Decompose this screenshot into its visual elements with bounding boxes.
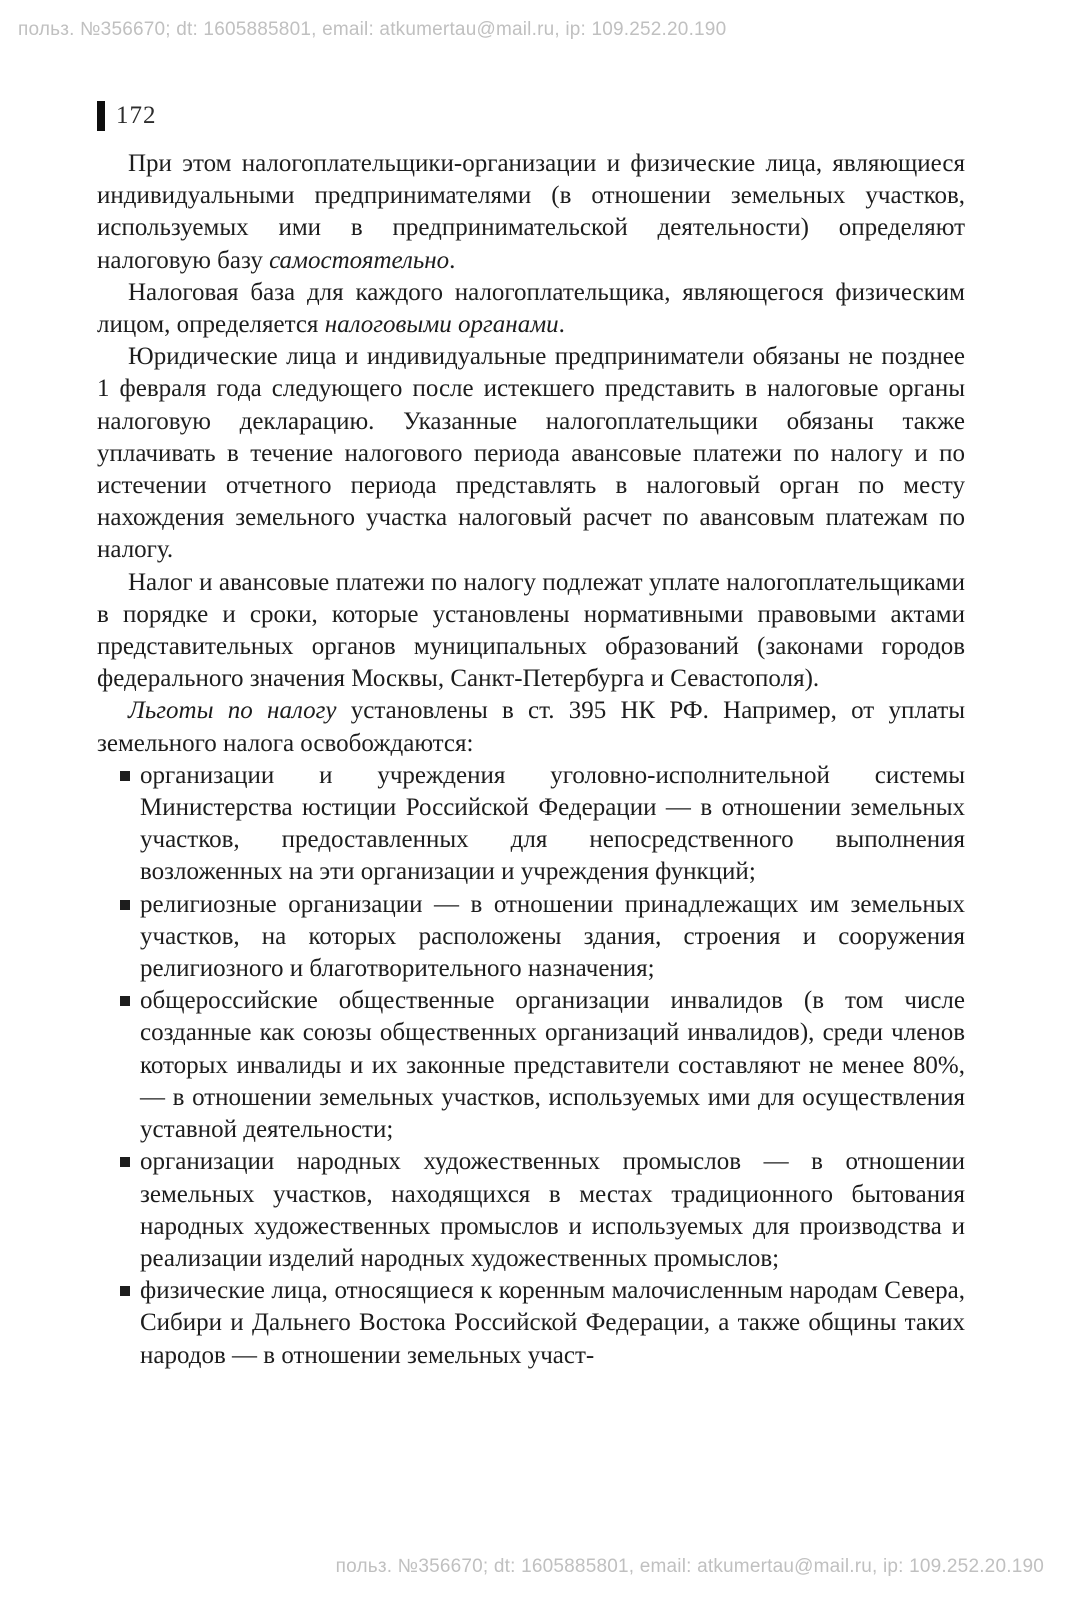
paragraph-tax-base-individuals [97,277,965,341]
list-item [120,1275,965,1372]
paragraph-text: Налог и авансовые платежи по налогу подлежат уплате налогоплательщиками в порядке и сроки, которые установлены нормативными правовыми актами представительных органов муниципальных образований (законами городов федерального значения Москвы, Санкт-Петербурга и Севастополя). [97,568,965,693]
paragraph-text-italic: самостоятельно [269,246,450,274]
paragraph-text: установлены в ст. 395 НК РФ. Например, от уплаты земельного налога освобождаются: [97,697,965,757]
paragraph-text: При этом налогоплательщики-организации и физические лица, являющиеся индивидуальными предпринимателями (в отношении земельных участков, используемых ими в предпринимательской деятельности) определяют налоговую базу [97,150,965,274]
list-item-text: общероссийские общественные организации инвалидов (в том числе созданные как союзы общественных организаций инвалидов), среди членов которых инвалиды и их законные представители составляют не менее 80%,— в отношении земельных участков, используемых ими для осуществления уставной деятельности; [140,987,965,1144]
list-item [120,985,965,1146]
paragraph-text-italic: Льготы по налогу [128,697,337,725]
square-bullet-icon [120,996,130,1006]
watermark-header: польз. №356670; dt: 1605885801, email: atkumertau@mail.ru, ip: 109.252.20.190 [18,19,727,40]
paragraph-text-italic: налоговыми органами [324,311,559,339]
square-bullet-icon [120,1157,130,1167]
page-number-block [97,101,157,131]
paragraph-text: Налоговая база для каждого налогоплательщика, являющегося физическим лицом, определяется [97,278,965,339]
paragraph-text: . [449,246,456,274]
square-bullet-icon [120,771,130,781]
list-item [120,889,965,986]
list-item-text: организации и учреждения уголовно-исполнительной системы Министерства юстиции Российской Федерации — в отношении земельных участков, предоставленных для непосредственного выполнения возложенных на эти организации и учреждения функций; [140,761,965,886]
paragraph-tax-base-self [97,148,965,277]
list-item-text: религиозные организации — в отношении принадлежащих им земельных участков, на которых расположены здания, строения и сооружения религиозного и благотворительного назначения; [140,890,965,983]
paragraph-payment-order [97,567,965,696]
list-item [120,760,965,889]
paragraph-tax-benefits-intro [97,695,965,759]
paragraph-text: . [558,311,565,339]
page-number: 172 [116,102,157,129]
tax-exemption-list [97,760,965,1372]
page-number-marker-bar [97,101,105,131]
paragraph-declaration-deadline [97,341,965,566]
list-item-text: физические лица, относящиеся к коренным малочисленным народам Севера, Сибири и Дальнего Востока Российской Федерации, а также общины таких народов — в отношении земельных участ- [140,1277,965,1369]
list-item [120,1146,965,1275]
list-item-text: организации народных художественных промыслов — в отношении земельных участков, находящихся в местах традиционного бытования народных художественных промыслов и используемых для производства и реализации изделий народных художественных промыслов; [140,1148,965,1272]
paragraph-text: Юридические лица и индивидуальные предприниматели обязаны не позднее 1 февраля года следующего после истекшего представить в налоговые органы налоговую декларацию. Указанные налогоплательщики обязаны также уплачивать в течение налогового периода авансовые платежи по налогу и по истечении отчетного периода представлять в налоговый орган по месту нахождения земельного участка налоговый расчет по авансовым платежам по налогу. [97,343,965,564]
square-bullet-icon [120,900,130,910]
square-bullet-icon [120,1286,130,1296]
page-body [97,148,965,1372]
watermark-footer: польз. №356670; dt: 1605885801, email: atkumertau@mail.ru, ip: 109.252.20.190 [335,1556,1044,1577]
